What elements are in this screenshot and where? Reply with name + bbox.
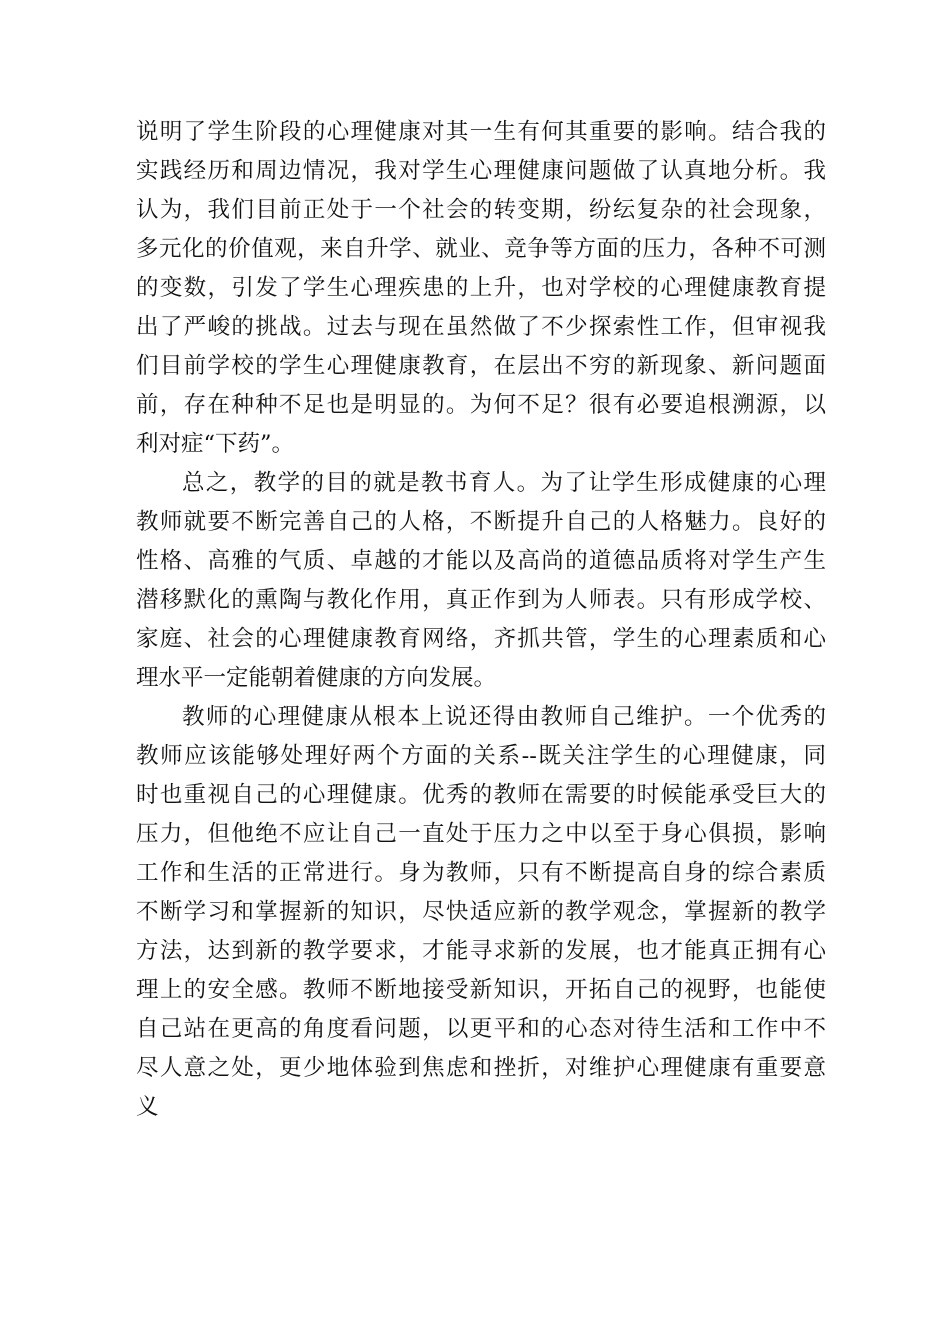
document-body (136, 113, 826, 1127)
text-line: 总之，教学的目的就是教书育人。为了让学生形成健康的心理 (182, 470, 826, 496)
text-line: 压力，但他绝不应让自己一直处于压力之中以至于身心俱损，影响 (136, 821, 826, 847)
text-line: 多元化的价值观，来自升学、就业、竞争等方面的压力，各种不可测 (136, 236, 826, 262)
text-line: 方法，达到新的教学要求，才能寻求新的发展，也才能真正拥有心 (136, 938, 826, 964)
paragraph-3 (136, 698, 826, 1127)
text-line: 家庭、社会的心理健康教育网络，齐抓共管，学生的心理素质和心 (136, 626, 826, 652)
text-line: 理上的安全感。教师不断地接受新知识，开拓自己的视野，也能使 (136, 977, 826, 1003)
text-line: 时也重视自己的心理健康。优秀的教师在需要的时候能承受巨大的 (136, 782, 826, 808)
text-line: 性格、高雅的气质、卓越的才能以及高尚的道德品质将对学生产生 (136, 548, 826, 574)
text-line: 说明了学生阶段的心理健康对其一生有何其重要的影响。结合我的 (136, 119, 826, 145)
text-line: 潜移默化的熏陶与教化作用，真正作到为人师表。只有形成学校、 (136, 587, 826, 613)
text-line: 们目前学校的学生心理健康教育，在层出不穷的新现象、新问题面 (136, 353, 826, 379)
text-line: 教师就要不断完善自己的人格，不断提升自己的人格魅力。良好的 (136, 509, 826, 535)
text-line: 自己站在更高的角度看问题，以更平和的心态对待生活和工作中不 (136, 1016, 826, 1042)
text-line: 出了严峻的挑战。过去与现在虽然做了不少探索性工作，但审视我 (136, 314, 826, 340)
text-line: 利对症“下药”。 (136, 431, 295, 457)
text-line: 工作和生活的正常进行。身为教师，只有不断提高自身的综合素质 (136, 860, 826, 886)
text-line: 教师应该能够处理好两个方面的关系--既关注学生的心理健康，同 (136, 743, 826, 769)
text-line: 义 (136, 1094, 159, 1120)
paragraph-2 (136, 464, 826, 698)
text-line: 理水平一定能朝着健康的方向发展。 (136, 665, 497, 691)
text-line: 教师的心理健康从根本上说还得由教师自己维护。一个优秀的 (182, 704, 826, 730)
text-line: 的变数，引发了学生心理疾患的上升，也对学校的心理健康教育提 (136, 275, 826, 301)
text-line: 前，存在种种不足也是明显的。为何不足？很有必要追根溯源，以 (136, 392, 826, 418)
text-line: 尽人意之处，更少地体验到焦虑和挫折，对维护心理健康有重要意 (136, 1055, 826, 1081)
paragraph-1 (136, 113, 826, 464)
text-line: 认为，我们目前正处于一个社会的转变期，纷纭复杂的社会现象， (136, 197, 826, 223)
text-line: 实践经历和周边情况，我对学生心理健康问题做了认真地分析。我 (136, 158, 826, 184)
text-line: 不断学习和掌握新的知识，尽快适应新的教学观念，掌握新的教学 (136, 899, 826, 925)
